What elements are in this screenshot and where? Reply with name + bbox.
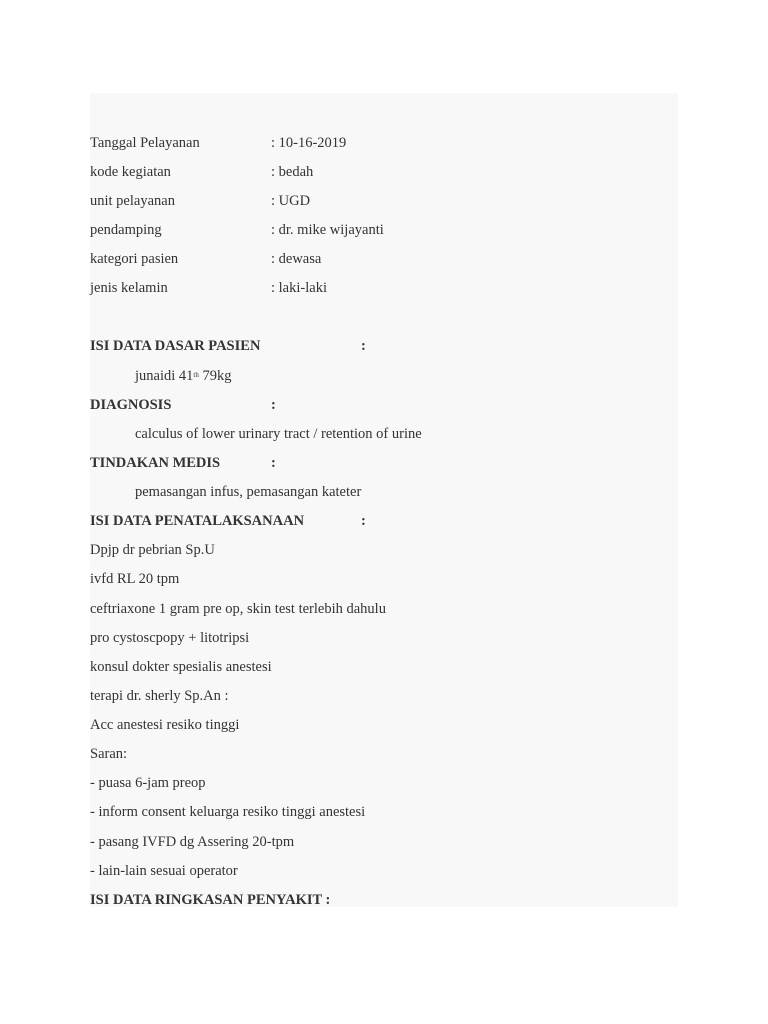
info-label: unit pelayanan	[90, 193, 175, 209]
heading-colon: :	[361, 338, 366, 354]
penatalaksanaan-line: terapi dr. sherly Sp.An :	[90, 688, 229, 704]
patient-name-age: junaidi 41	[135, 368, 194, 384]
penatalaksanaan-line: - puasa 6-jam preop	[90, 775, 206, 791]
penatalaksanaan-line: - pasang IVFD dg Assering 20-tpm	[90, 834, 295, 850]
info-label: kode kegiatan	[90, 164, 171, 180]
info-label: kategori pasien	[90, 251, 179, 267]
penatalaksanaan-line: pro cystoscpopy + litotripsi	[90, 630, 250, 646]
section-heading-diagnosis	[90, 396, 171, 414]
info-value: : UGD	[271, 193, 311, 209]
heading-colon: :	[271, 455, 276, 471]
patient-weight: 79kg	[198, 368, 232, 384]
info-value: : laki-laki	[271, 280, 327, 296]
tindakan-text: pemasangan infus, pemasangan kateter	[135, 484, 362, 500]
section-heading-ringkasan	[90, 891, 330, 909]
penatalaksanaan-line: ivfd RL 20 tpm	[90, 571, 180, 587]
info-label: jenis kelamin	[90, 280, 168, 296]
age-suffix: th	[193, 371, 199, 379]
penatalaksanaan-line: ceftriaxone 1 gram pre op, skin test terlebih dahulu	[90, 601, 386, 617]
penatalaksanaan-line: konsul dokter spesialis anestesi	[90, 659, 272, 675]
heading-text: ISI DATA DASAR PASIEN	[90, 338, 261, 354]
heading-text: TINDAKAN MEDIS	[90, 455, 221, 471]
info-value: : dr. mike wijayanti	[271, 222, 384, 238]
info-value: : dewasa	[271, 251, 322, 267]
info-value: : bedah	[271, 164, 314, 180]
info-label: Tanggal Pelayanan	[90, 135, 200, 151]
heading-colon: :	[361, 513, 366, 529]
patient-basic-data	[135, 367, 231, 385]
section-heading-dasar	[90, 337, 260, 355]
penatalaksanaan-line: - lain-lain sesuai operator	[90, 863, 238, 879]
heading-colon: :	[271, 397, 276, 413]
heading-text: ISI DATA RINGKASAN PENYAKIT :	[90, 892, 331, 908]
info-value: : 10-16-2019	[271, 135, 347, 151]
penatalaksanaan-line: Dpjp dr pebrian Sp.U	[90, 542, 215, 558]
section-heading-penatalaksanaan	[90, 512, 304, 530]
info-label: pendamping	[90, 222, 162, 238]
penatalaksanaan-line: Acc anestesi resiko tinggi	[90, 717, 240, 733]
heading-text: DIAGNOSIS	[90, 397, 172, 413]
section-heading-tindakan	[90, 454, 220, 472]
penatalaksanaan-line: Saran:	[90, 746, 128, 762]
heading-text: ISI DATA PENATALAKSANAAN	[90, 513, 305, 529]
penatalaksanaan-line: - inform consent keluarga resiko tinggi anestesi	[90, 804, 366, 820]
diagnosis-text: calculus of lower urinary tract / retention of urine	[135, 426, 422, 442]
document-page	[90, 93, 678, 907]
